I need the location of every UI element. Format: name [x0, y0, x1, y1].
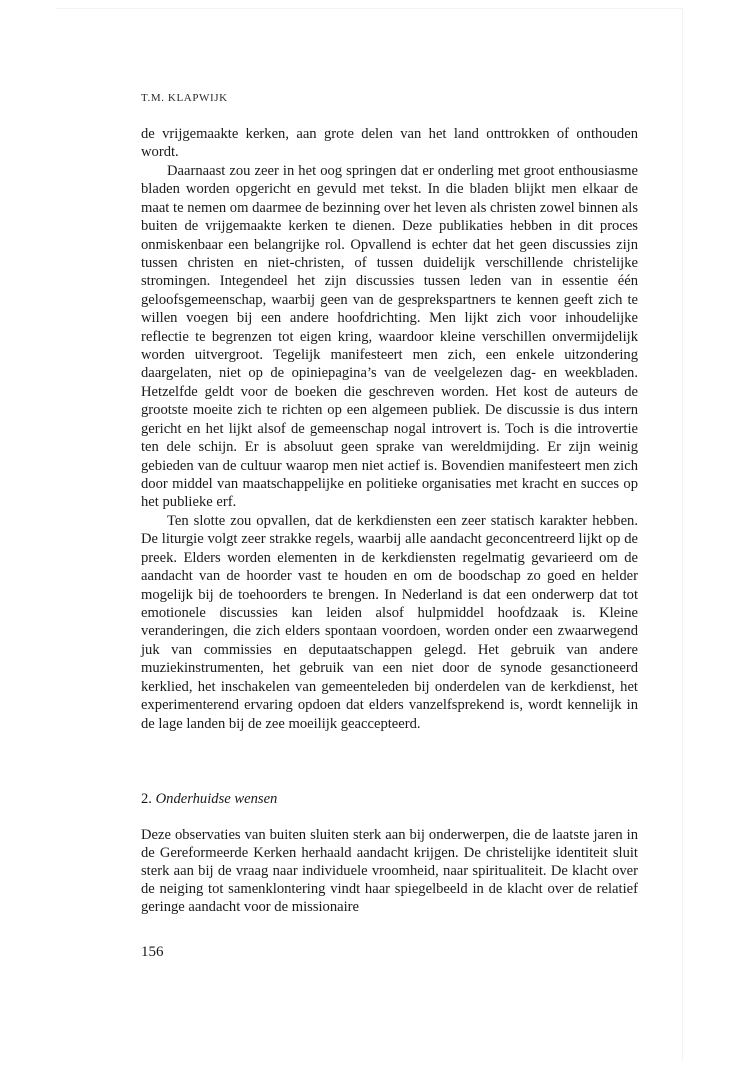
paragraph-publications: Daarnaast zou zeer in het oog springen dat er onderling met groot enthousiasme bladen worden opgericht en gevuld met tekst. In die bladen blijkt men elkaar de maat te nemen om daarmee de bezinning over het leven als christen zowel binnen als buiten de vrijgemaakte kerken te dienen. Deze publikaties hebben in dit proces onmiskenbaar een belangrijke rol. Opvallend is echter dat het geen discussies zijn tussen christen en niet-christen, of tussen duidelijk verschillende christelijke stromingen. Integendeel het zijn discussies tussen leden van in essentie één geloofsgemeenschap, waarbij geen van de gesprekspartners te kennen geeft zich te willen voegen bij een andere hoofdrichting. Men lijkt zich voor inhoudelijke reflectie te begrenzen tot eigen kring, waardoor kleine verschillen onvermijdelijk worden uitvergroot. Tegelijk manifesteert men zich, een enkele uitzondering daargelaten, niet op de opiniepagina’s van de veelgelezen dag- en weekbladen. Hetzelfde geldt voor de boeken die geschreven worden. Het kost de auteurs de grootste moeite zich te richten op een algemeen publiek. De discussie is dus intern gericht en het lijkt alsof de gemeenschap nogal introvert is. Toch is die introvertie ten dele schijn. Er is absoluut geen sprake van wereldmijding. Er zijn weinig gebieden van de cultuur waarop men niet actief is. Bovendien manifesteert men zich door middel van maatschappelijke en politieke organisaties met kracht en succes op het publieke erf. — [141, 162, 638, 511]
paragraph-continuation: de vrijgemaakte kerken, aan grote delen van het land onttrokken of onthouden wordt. — [141, 126, 638, 161]
paragraph-church-services: Ten slotte zou opvallen, dat de kerkdiensten een zeer statisch karakter hebben. De liturgie volgt zeer strakke regels, waarbij alle aandacht geconcentreerd lijkt op de preek. Elders worden elementen in de kerkdiensten regelmatig gevarieerd om de aandacht van de hoorder vast te houden en om de boodschap zo goed en helder mogelijk bij de toehoorders te brengen. In Nederland is dat een onderwerp dat tot emotionele discussies kan leiden alsof hulpmiddel hoofdzaak is. Kleine veranderingen, die zich elders spontaan voordoen, worden onder een zwaarwegend juk van commissies en deputaatschappen gelegd. Het gebruik van andere muziekinstrumenten, het gebruik van een niet door de synode gesanctioneerd kerklied, het inschakelen van gemeenteleden bij onderdelen van de kerkdienst, het experimenterend ervaring opdoen dat elders vanzelfsprekend is, wordt kennelijk in de lage landen bij de zee moeilijk geaccepteerd. — [141, 512, 638, 732]
section-title: Onderhuidse wensen — [155, 791, 278, 807]
running-head: T.M. KLAPWIJK — [141, 92, 228, 104]
section-paragraph: Deze observaties van buiten sluiten sterk aan bij onderwerpen, die de laatste jaren in de Gereformeerde Kerken herhaald aandacht krijgen. De christelijke identiteit sluit sterk aan bij de vraag naar individuele vroomheid, naar spiritualiteit. De klacht over de neiging tot samenklontering vindt haar spiegelbeeld in de klacht over de relatief geringe aandacht voor de missionaire — [141, 827, 638, 916]
body-text — [141, 125, 638, 733]
section-number: 2. — [141, 791, 152, 807]
section-body — [141, 826, 638, 916]
page-number: 156 — [141, 944, 164, 960]
section-heading — [141, 790, 277, 808]
